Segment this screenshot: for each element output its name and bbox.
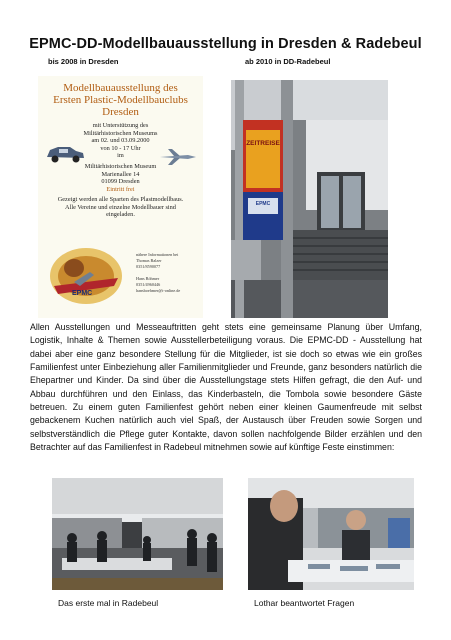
poster-support-2: Militärhistorischen Museums bbox=[83, 129, 158, 137]
page-title: EPMC-DD-Modellbauausstellung in Dresden & Radebeul bbox=[29, 36, 422, 52]
poster-venue-1: Militärhistorischen Museum bbox=[84, 163, 157, 170]
car-illustration bbox=[44, 142, 86, 164]
poster-contact-1: nähere Informationen bei bbox=[136, 252, 179, 257]
epmc-logo bbox=[44, 242, 128, 310]
photo-exhibition-hall bbox=[52, 478, 223, 590]
poster-date: am 02. und 03.09.2000 bbox=[91, 137, 150, 144]
epmc-logo-text: EPMC bbox=[72, 290, 93, 297]
sign-banner-text: ZEITREISE bbox=[246, 140, 280, 147]
poster-contact-6: hansboehmer@t-online.de bbox=[136, 288, 181, 293]
poster-contact-3: 0351/8590077 bbox=[136, 264, 161, 269]
poster-venue-3: 01099 Dresden bbox=[101, 178, 140, 185]
poster-free-entry: Eintritt frei bbox=[106, 185, 135, 193]
photo-radebeul-entrance bbox=[231, 80, 388, 318]
poster-venue-2: Marienallee 14 bbox=[101, 170, 140, 178]
caption-radebeul: ab 2010 in DD-Radebeul bbox=[245, 57, 331, 66]
caption-dresden: bis 2008 in Dresden bbox=[48, 57, 119, 66]
sign-lower-text: EPMC bbox=[255, 201, 271, 207]
poster-heading-3: Dresden bbox=[102, 106, 139, 118]
article-body bbox=[30, 321, 422, 454]
poster-contact-2: Thomas Balzer bbox=[136, 258, 162, 263]
article-paragraph: Allen Ausstellungen und Messeauftritten geht stets eine gemeinsame Planung über Umfang, Logistik, Inhalte & Themen sowie Ausstellerbeteiligung voraus. Die EPMC-DD - Ausstellung hat dabei aber eine ganz besondere Stellung für die Mitglieder, ist sie doch so etwas wie ein großes Familienfest unter Einbeziehung aller Familienmitglieder und Freunde, ganz besonders natürlich die Ehepartner und Kinder. Da sind über die Ausstellungstage stets Hilfen gefragt, die den Auf- und Abbau durchführen und den Einlass, das Kinderbasteln, die Tombola sowie besondere Gäste betreuen. Zu einem guten Familienfest gehört neben einer kleinen Gaumenfreude mit selbst gebackenem Kuchen natürlich auch viel Spaß, der Austausch über Freuden sowie Sorgen und selbstverständlich die Pflege guter Kontakte, davon sollen nachfolgende Bilder erzählen und den Betrachter auf das Familienfest in Radebeul mitnehmen sowie auf künftige Feste einstimmen: bbox=[30, 322, 422, 453]
poster-heading-1: Modellbauausstellung des bbox=[63, 82, 178, 94]
poster-heading-2: Ersten Plastic-Modellbauclubs bbox=[53, 94, 188, 106]
poster-info-3: eingeladen. bbox=[106, 211, 135, 218]
poster-im: im bbox=[117, 152, 124, 159]
photo-caption-right: Lothar beantwortet Fragen bbox=[254, 598, 355, 608]
poster-info-1: Gezeigt werden alle Sparten des Plastmodellbaus. bbox=[57, 196, 184, 203]
poster-contact-5: 0351/4960446 bbox=[136, 282, 161, 287]
poster-support-1: mit Unterstützung des bbox=[92, 122, 149, 129]
poster-contact-4: Hans Böhmer bbox=[136, 276, 160, 281]
photo-lothar-answers bbox=[248, 478, 414, 590]
poster-time: von 10 - 17 Uhr bbox=[100, 144, 141, 152]
exhibition-poster bbox=[38, 76, 203, 318]
poster-info-2: Alle Vereine und einzelne Modellbauer sind bbox=[65, 203, 176, 211]
photo-caption-left: Das erste mal in Radebeul bbox=[58, 598, 159, 608]
